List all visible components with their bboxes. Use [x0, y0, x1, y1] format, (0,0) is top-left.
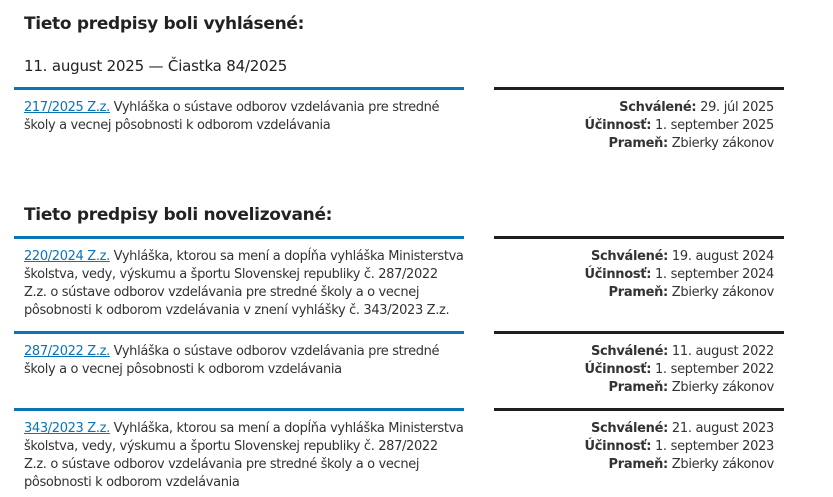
- source-value: Zbierky zákonov: [667, 380, 774, 395]
- amended-heading: Tieto predpisy boli novelizované:: [24, 205, 333, 225]
- regulation-link[interactable]: 217/2025 Z.z.: [24, 100, 110, 115]
- approved-label: Schválené:: [590, 249, 669, 264]
- source-label: Prameň:: [608, 380, 668, 395]
- regulation-description: [24, 99, 464, 135]
- divider-black: [494, 236, 784, 239]
- approved-label: Schválené:: [590, 344, 669, 359]
- effective-date: 1. september 2025: [651, 118, 774, 133]
- effective-date: 1. september 2024: [651, 267, 774, 282]
- approved-date: 21. august 2023: [668, 421, 774, 436]
- regulation-link[interactable]: 220/2024 Z.z.: [24, 249, 110, 264]
- source-value: Zbierky zákonov: [667, 285, 774, 300]
- regulation-meta: [585, 248, 775, 302]
- approved-date: 11. august 2022: [668, 344, 774, 359]
- approved-date: 29. júl 2025: [696, 100, 774, 115]
- approved-label: Schválené:: [619, 100, 697, 115]
- effective-date: 1. september 2023: [651, 439, 774, 454]
- divider-black: [494, 331, 784, 334]
- effective-label: Účinnosť:: [584, 362, 652, 377]
- regulation-meta: [585, 343, 775, 397]
- approved-label: Schválené:: [590, 421, 669, 436]
- regulation-title: Vyhláška o sústave odborov vzdelávania pre stredné školy a o vecnej pôsobnosti k odborom vzdelávania: [24, 344, 440, 377]
- effective-label: Účinnosť:: [584, 118, 652, 133]
- effective-label: Účinnosť:: [584, 439, 652, 454]
- regulation-meta: [585, 420, 775, 474]
- divider-black: [494, 87, 784, 90]
- issue-date: 11. august 2025 — Čiastka 84/2025: [24, 57, 288, 75]
- source-label: Prameň:: [608, 136, 668, 151]
- effective-label: Účinnosť:: [584, 267, 652, 282]
- regulation-link[interactable]: 287/2022 Z.z.: [24, 344, 110, 359]
- source-label: Prameň:: [608, 457, 668, 472]
- regulation-description: [24, 248, 464, 320]
- divider-blue: [14, 408, 464, 411]
- divider-black: [494, 408, 784, 411]
- regulation-title: Vyhláška, ktorou sa mení a dopĺňa vyhláška Ministerstva školstva, vedy, výskumu a športu Slovenskej republiky č. 287/2022 Z.z. o sústave odborov vzdelávania pre stredné školy a o vecnej pôsobnosti k odborom vzdelávania v znení vyhlášky č. 343/2023 Z.z.: [24, 249, 464, 318]
- regulation-description: [24, 420, 464, 492]
- regulation-title: Vyhláška, ktorou sa mení a dopĺňa vyhláška Ministerstva školstva, vedy, výskumu a športu Slovenskej republiky č. 287/2022 Z.z. o sústave odborov vzdelávania pre stredné školy a o vecnej pôsobnosti k odborom vzdelávania: [24, 421, 464, 490]
- regulation-link[interactable]: 343/2023 Z.z.: [24, 421, 110, 436]
- published-heading: Tieto predpisy boli vyhlásené:: [24, 14, 305, 34]
- divider-blue: [14, 87, 464, 90]
- divider-blue: [14, 236, 464, 239]
- regulation-title: Vyhláška o sústave odborov vzdelávania pre stredné školy a vecnej pôsobnosti k odborom vzdelávania: [24, 100, 440, 133]
- regulation-description: [24, 343, 464, 379]
- source-label: Prameň:: [608, 285, 668, 300]
- approved-date: 19. august 2024: [668, 249, 774, 264]
- regulation-meta: [585, 99, 775, 153]
- effective-date: 1. september 2022: [651, 362, 774, 377]
- source-value: Zbierky zákonov: [667, 457, 774, 472]
- source-value: Zbierky zákonov: [667, 136, 774, 151]
- divider-blue: [14, 331, 464, 334]
